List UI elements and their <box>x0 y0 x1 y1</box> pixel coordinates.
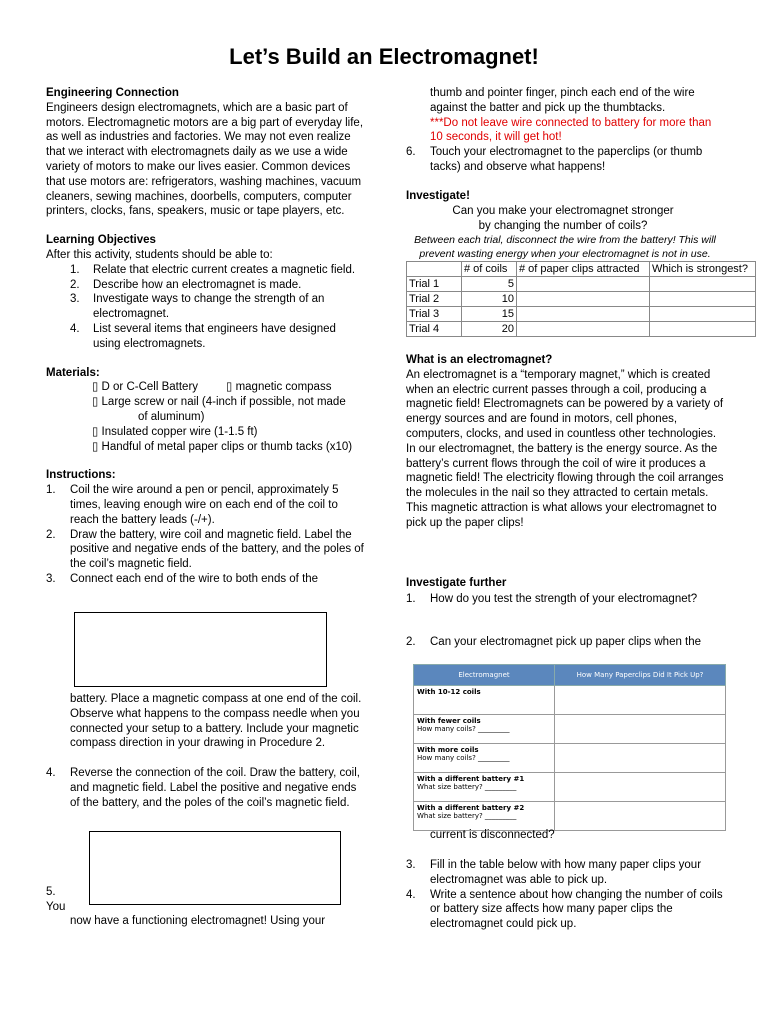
instructions-list <box>46 483 364 587</box>
table-row: With a different battery #2 What size battery? _________ <box>414 802 726 831</box>
materials-heading: Materials: <box>46 366 100 379</box>
trial-table <box>406 261 756 337</box>
objectives-list <box>46 263 364 352</box>
list-item: 4. Write a sentence about how changing the number of coils or battery size affects how many paper clips the electromagnet could pick up. <box>406 888 723 931</box>
list-item: 1. Coil the wire around a pen or pencil, approximately 5 times, leaving enough wire on each end of the coil to reach the battery leads (-/+). <box>46 484 339 526</box>
drawing-box-2[interactable] <box>89 831 341 905</box>
table-header-row: # of coils # of paper clips attracted Which is strongest? <box>407 262 756 277</box>
table-row: With 10-12 coils <box>414 686 726 715</box>
further-list-3 <box>406 858 724 932</box>
list-item: 2. Can your electromagnet pick up paper clips when the <box>406 636 702 648</box>
engineering-body: Engineers design electromagnets, which are a basic part of motors. Electromagnetic motors are a big part of everyday life, as well as industries and factories. We may not even realize that we interact with electromagnets daily as we use a wide variety of motors to make our lives easier. Common devices that use motors are: refrigerators, washing machines, vacuum cleaners, sewing machines, doorbells, computers, computer printers, clocks, fans, speakers, music or tape players, etc. <box>46 101 364 218</box>
list-item: 4. Reverse the connection of the coil. Draw the battery, coil, and magnetic field. Label the positive and negative ends of the battery, and the poles of the coil’s magnetic field. <box>46 767 360 809</box>
list-item: 2. Describe how an electromagnet is made. <box>70 278 302 291</box>
step5-you: You <box>46 901 66 913</box>
table-row: Trial 4 20 <box>407 322 756 337</box>
investigate-heading: Investigate! <box>406 190 470 202</box>
further-list-1 <box>406 592 724 607</box>
further-list-2 <box>406 635 724 650</box>
table-row: With more coils How many coils? _________ <box>414 744 726 773</box>
what-p1: An electromagnet is a “temporary magnet,” which is created when an electric current passes through a coil, producing a magnetic field! Electromagnets can be powered by a variety of energy sources and are found in motors, cell phones, <box>406 368 724 426</box>
further-heading: Investigate further <box>406 577 507 589</box>
material-item: ▯ Insulated copper wire (1-1.5 ft) <box>92 425 258 438</box>
material-item: ▯ Handful of metal paper clips or thumb tacks (x10) <box>92 440 353 453</box>
page-title: Let’s Build an Electromagnet! <box>229 44 539 69</box>
objectives-intro: After this activity, students should be able to: <box>46 248 273 261</box>
engineering-heading: Engineering Connection <box>46 87 179 99</box>
list-item: 4. List several items that engineers have designed using electromagnets. <box>70 322 336 350</box>
table-row: Trial 2 10 <box>407 292 756 307</box>
drawing-box-1[interactable] <box>74 612 327 687</box>
q2-continued: current is disconnected? <box>430 829 555 841</box>
objectives-heading: Learning Objectives <box>46 234 156 247</box>
step5-continued-text: thumb and pointer finger, pinch each end of the wire against the batter and pick up the thumbtacks. <box>430 87 695 114</box>
what-section <box>406 353 724 531</box>
list-item: 2. Draw the battery, wire coil and magnetic field. Label the positive and negative ends of the battery, and the poles of the coil’s magnetic field. <box>46 528 364 571</box>
instructions-list-cont <box>46 766 364 810</box>
list-item: 1. Relate that electric current creates a magnetic field. <box>70 263 356 276</box>
investigate-note: Between each trial, disconnect the wire from the battery! This will prevent wasting energy when your electromagnet is not in use. <box>414 234 716 260</box>
list-item: 3. Connect each end of the wire to both ends of the <box>46 572 319 585</box>
step3-continued: battery. Place a magnetic compass at one end of the coil. Observe what happens to the compass needle when you connected your setup to a battery. Include your magnetic compass direction in your drawing in Procedure 2. <box>70 693 362 750</box>
list-item: 1. How do you test the strength of your electromagnet? <box>406 593 698 605</box>
material-item: ▯ Large screw or nail (4-inch if possible, not made <box>92 396 346 409</box>
table-row: Trial 3 15 <box>407 307 756 322</box>
step5-text: now have a functioning electromagnet! Using your <box>70 915 326 927</box>
what-p2: computers, clocks, and used in countless other technologies. In our electromagnet, the battery is the energy source. As the battery’s current flows through the coil of wire it produces a magnetic field! The electricity flowing through the coil arranges the molecules in the nail so they attracted to certain metals. This magnetic attraction is what allows your electromagnet to pick up the paper clips! <box>406 427 724 529</box>
instructions-heading: Instructions: <box>46 469 116 482</box>
list-item: 3. Fill in the table below with how many paper clips your electromagnet was able to pick up. <box>406 859 702 886</box>
warning-text: ***Do not leave wire connected to battery for more than 10 seconds, it will get hot! <box>430 116 712 144</box>
table-row: Trial 1 5 <box>407 277 756 292</box>
material-item: ▯ D or C-Cell Battery ▯ magnetic compass <box>92 381 332 394</box>
step5-continued <box>430 86 720 145</box>
electromagnet-table <box>413 664 726 831</box>
list-item: 3. Investigate ways to change the strength of an electromagnet. <box>70 293 325 321</box>
what-heading: What is an electromagnet? <box>406 354 553 366</box>
table-row: With a different battery #1 What size battery? _________ <box>414 773 726 802</box>
table-header-row: Electromagnet How Many Paperclips Did It Pick Up? <box>414 665 726 686</box>
list-item: 6. Touch your electromagnet to the paperclips (or thumb tacks) and observe what happens! <box>406 146 703 173</box>
materials-list <box>46 380 364 454</box>
step5-num: 5. <box>46 886 56 898</box>
instructions-list-step6 <box>406 145 722 175</box>
material-item-cont: of aluminum) <box>138 410 205 423</box>
table-row: With fewer coils How many coils? _________ <box>414 715 726 744</box>
investigate-question: Can you make your electromagnet stronger by changing the number of coils? <box>452 205 674 232</box>
left-column <box>46 86 364 587</box>
